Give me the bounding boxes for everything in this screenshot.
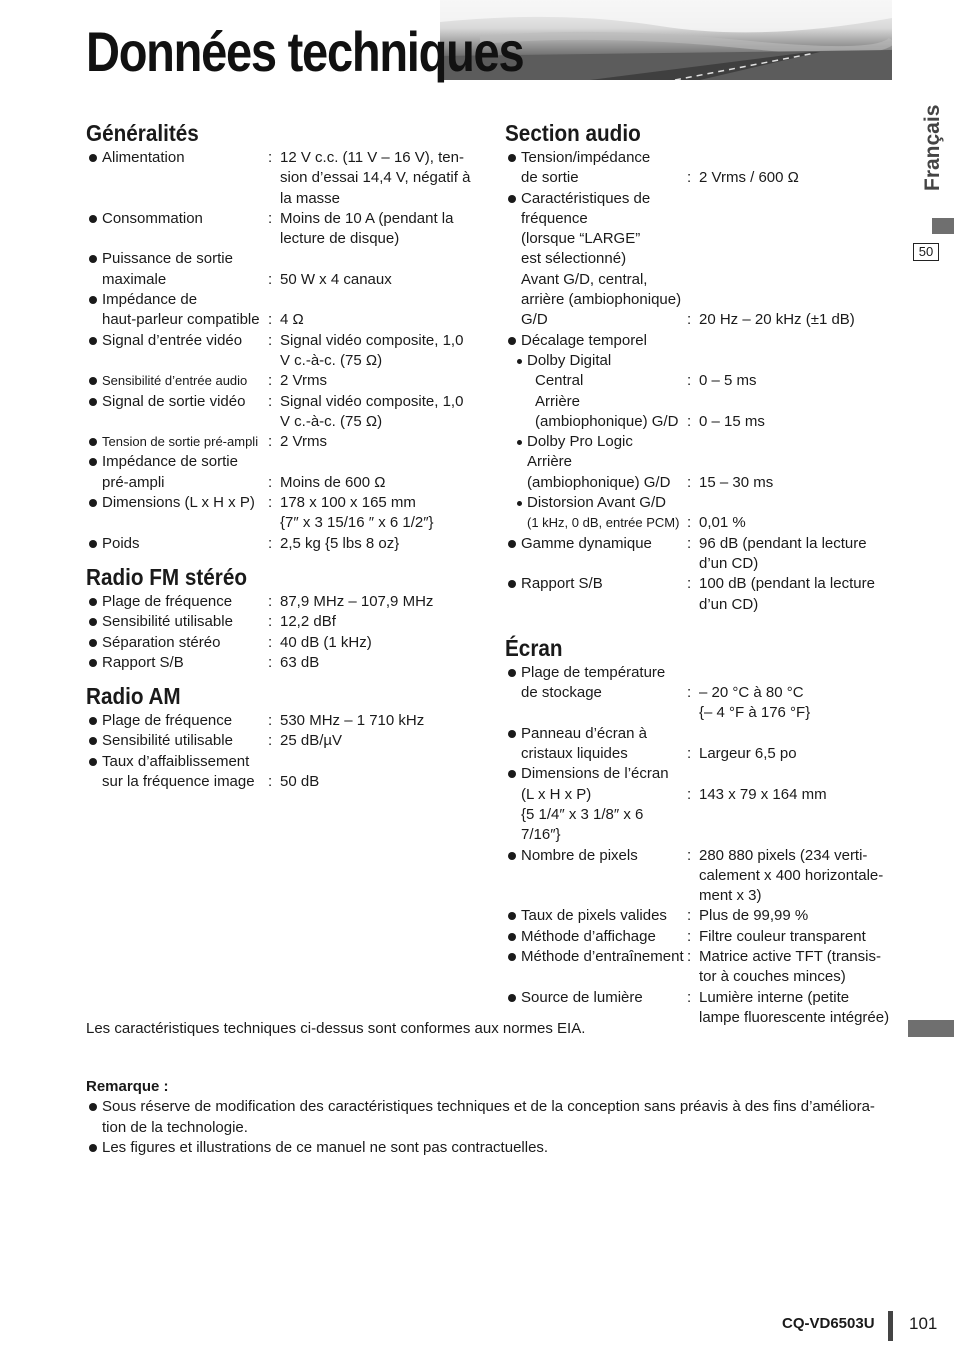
spec-value: Signal vidéo composite, 1,0 V c.-à-c. (75 Ω) (280, 392, 464, 430)
spec-colon: : (268, 270, 273, 288)
spec-label: Caractéristiques de fréquence (lorsque “LARGE” est sélectionné) Avant G/D, central, arrière (ambiophonique) G/D (505, 189, 687, 331)
spec-colon: : (687, 846, 692, 864)
spec-value: 4 Ω (280, 311, 304, 329)
section-title: Écran (505, 634, 563, 661)
spec-label: Alimentation (86, 148, 268, 209)
spec-colon: : (268, 311, 273, 329)
spec-colon: : (687, 311, 692, 329)
spec-row (505, 432, 905, 452)
language-label: Français (921, 104, 944, 191)
spec-value: 2,5 kg {5 lbs 8 oz} (280, 534, 400, 552)
spec-value: 530 MHz – 1 710 kHz (280, 712, 425, 730)
spec-value (699, 493, 905, 513)
spec-value (699, 432, 905, 452)
spec-label: Sensibilité d’entrée audio (86, 371, 268, 391)
spec-label: Central (535, 372, 584, 390)
spec-value: 2 Vrms (280, 433, 327, 451)
spec-value: 20 Hz – 20 kHz (±1 dB) (699, 311, 855, 329)
spec-value: 50 W x 4 canaux (280, 270, 392, 288)
section-title: Radio FM stéréo (86, 563, 248, 590)
spec-row (505, 148, 905, 189)
section-page-box: 50 (913, 243, 939, 261)
spec-label: Dolby Pro Logic (505, 432, 687, 452)
remarque-item: Les figures et illustrations de ce manuel ne sont pas contractuelles. (86, 1138, 886, 1158)
spec-label: Impédance de sortie pré-ampli (86, 452, 268, 493)
spec-row (86, 653, 481, 673)
spec-value: 12 V c.c. (11 V – 16 V), ten- sion d’essai 14,4 V, négatif à la masse (280, 149, 471, 207)
spec-value: Plus de 99,99 % (699, 907, 809, 925)
spec-label: Taux d’affaiblissement sur la fréquence image (86, 752, 268, 793)
spec-row (86, 371, 481, 391)
spec-value: 63 dB (280, 653, 320, 671)
spec-value: 143 x 79 x 164 mm (699, 785, 827, 803)
spec-label: Impédance de haut-parleur compatible (86, 290, 268, 331)
spec-value: – 20 °C à 80 °C {– 4 °F à 176 °F} (699, 684, 811, 722)
spec-colon: : (268, 473, 273, 491)
spec-colon: : (268, 773, 273, 791)
spec-label: Plage de fréquence (86, 711, 268, 731)
spec-row (86, 493, 481, 534)
spec-colon: : (268, 331, 273, 349)
spec-value: 25 dB/µV (280, 732, 343, 750)
spec-colon: : (687, 575, 692, 593)
spec-label: Signal de sortie vidéo (86, 392, 268, 433)
spec-label: Séparation stéréo (86, 633, 268, 653)
spec-row (505, 764, 905, 845)
spec-value: 12,2 dBf (280, 613, 336, 631)
spec-label: Distorsion Avant G/D (505, 493, 687, 513)
spec-value: Signal vidéo composite, 1,0 V c.-à-c. (75 Ω) (280, 331, 464, 369)
spec-colon: : (268, 633, 273, 651)
spec-label: Méthode d’affichage (505, 927, 687, 947)
spec-value: Moins de 10 A (pendant la lecture de disque) (280, 209, 454, 248)
spec-row (86, 752, 481, 793)
spec-value: 178 x 100 x 165 mm {7″ x 3 15/16 ″ x 6 1/2″} (280, 494, 434, 532)
spec-label: Taux de pixels valides (505, 906, 687, 926)
spec-value: 0 – 5 ms (699, 372, 757, 390)
spec-value: 50 dB (280, 773, 320, 791)
right-column (505, 118, 905, 1028)
spec-row (505, 663, 905, 724)
spec-value: Lumière interne (petite lampe fluorescente intégrée) (699, 988, 890, 1026)
section-gap (86, 673, 481, 681)
model-number: CQ-VD6503U (782, 1315, 875, 1332)
spec-label: Signal d’entrée vidéo (86, 331, 268, 372)
spec-colon: : (687, 988, 692, 1006)
spec-colon: : (687, 907, 692, 925)
spec-row (86, 731, 481, 751)
spec-row (505, 452, 905, 493)
spec-colon: : (268, 372, 273, 390)
spec-value: 280 880 pixels (234 verti- calement x 400 horizontale- ment x 3) (699, 846, 884, 905)
spec-colon: : (687, 684, 692, 702)
left-column (86, 118, 481, 792)
spec-row (86, 534, 481, 554)
spec-colon: : (687, 947, 692, 965)
spec-label: Arrière (ambiophonique) G/D (527, 453, 671, 491)
spec-label: (1 kHz, 0 dB, entrée PCM) (527, 515, 680, 531)
spec-value (699, 351, 905, 371)
spec-label: Plage de température de stockage (505, 663, 687, 724)
spec-colon: : (687, 514, 692, 532)
spec-colon: : (268, 494, 273, 512)
spec-colon (687, 351, 699, 371)
spec-value: Matrice active TFT (transis- tor à couches minces) (699, 947, 881, 986)
spec-row (505, 189, 905, 331)
model-divider (888, 1311, 893, 1341)
spec-colon: : (268, 613, 273, 631)
spec-colon: : (268, 732, 273, 750)
spec-value: Moins de 600 Ω (280, 473, 386, 491)
page-title: Données techniques (86, 20, 524, 83)
spec-value: 2 Vrms (280, 372, 327, 390)
spec-label: Tension de sortie pré-ampli (86, 432, 268, 452)
spec-row (505, 351, 905, 371)
spec-colon: : (687, 785, 692, 803)
spec-label: Plage de fréquence (86, 592, 268, 612)
spec-row (505, 513, 905, 533)
spec-row (86, 392, 481, 433)
spec-colon (687, 493, 699, 513)
spec-colon: : (268, 534, 273, 552)
spec-label: Panneau d’écran à cristaux liquides (505, 724, 687, 765)
spec-value: 0 – 15 ms (699, 412, 765, 430)
spec-row (86, 331, 481, 372)
spec-label: Sensibilité utilisable (86, 731, 268, 751)
spec-value: 0,01 % (699, 514, 746, 532)
spec-row (505, 724, 905, 765)
spec-row (505, 534, 905, 575)
spec-row (86, 148, 481, 209)
spec-row (505, 927, 905, 947)
spec-row (86, 452, 481, 493)
spec-value: Filtre couleur transparent (699, 927, 866, 945)
spec-label: Arrière (ambiophonique) G/D (535, 392, 679, 430)
spec-colon (687, 331, 699, 351)
spec-label: Méthode d’entraînement (505, 947, 687, 988)
spec-row (505, 574, 905, 615)
section-title: Généralités (86, 120, 199, 146)
side-marker-bar (908, 1020, 954, 1037)
section-title: Section audio (505, 120, 641, 146)
spec-colon: : (268, 712, 273, 730)
section-gap (86, 554, 481, 562)
spec-label: Gamme dynamique (505, 534, 687, 575)
language-tab-bar (932, 218, 954, 234)
spec-label: Sensibilité utilisable (86, 612, 268, 632)
remarque-block (86, 1077, 886, 1158)
eia-footnote: Les caractéristiques techniques ci-dessus sont conformes aux normes EIA. (86, 1020, 586, 1037)
section-title: Radio AM (86, 683, 181, 710)
spec-colon: : (268, 433, 273, 451)
spec-colon: : (268, 592, 273, 610)
remarque-title: Remarque : (86, 1078, 169, 1095)
spec-label: Puissance de sortie maximale (86, 249, 268, 290)
spec-row (505, 947, 905, 988)
spec-row (505, 493, 905, 513)
spec-row (505, 846, 905, 907)
spec-colon: : (687, 473, 692, 491)
spec-value: 96 dB (pendant la lecture d’un CD) (699, 534, 867, 572)
spec-colon: : (268, 149, 273, 166)
page-number: 101 (909, 1314, 938, 1333)
spec-label: Nombre de pixels (505, 846, 687, 907)
spec-label: Rapport S/B (86, 653, 268, 673)
spec-row (505, 371, 905, 391)
spec-value: Largeur 6,5 po (699, 745, 797, 763)
spec-label: Tension/impédance de sortie (505, 148, 687, 189)
spec-label: Décalage temporel (505, 331, 687, 351)
spec-row (86, 249, 481, 290)
spec-row (505, 392, 905, 433)
spec-colon: : (687, 745, 692, 763)
spec-colon: : (268, 653, 273, 671)
spec-colon: : (687, 534, 692, 552)
spec-row (505, 906, 905, 926)
spec-colon: : (268, 392, 273, 410)
spec-row (86, 633, 481, 653)
spec-label: Rapport S/B (505, 574, 687, 615)
section-gap (505, 615, 905, 633)
spec-value (699, 331, 905, 351)
spec-value: 15 – 30 ms (699, 473, 774, 491)
remarque-item: Sous réserve de modification des caractéristiques techniques et de la conception sans préavis à des fins d’améliora- tion de la technologie. (86, 1097, 886, 1138)
spec-row (86, 209, 481, 250)
spec-colon: : (687, 412, 692, 430)
spec-row (86, 290, 481, 331)
spec-label: Source de lumière (505, 988, 687, 1029)
spec-label: Consommation (86, 209, 268, 250)
spec-colon: : (687, 372, 692, 390)
spec-label: Dolby Digital (505, 351, 687, 371)
spec-label: Dimensions (L x H x P) (86, 493, 268, 534)
spec-colon: : (687, 927, 692, 945)
spec-value: 40 dB (1 kHz) (280, 633, 372, 651)
spec-value: 100 dB (pendant la lecture d’un CD) (699, 575, 875, 613)
spec-colon: : (268, 209, 273, 227)
spec-row (86, 612, 481, 632)
spec-row (86, 711, 481, 731)
spec-label: Poids (86, 534, 268, 554)
spec-value: 2 Vrms / 600 Ω (699, 169, 799, 187)
spec-label: Dimensions de l’écran (L x H x P) {5 1/4″ x 3 1/8″ x 6 7/16″} (505, 764, 687, 845)
spec-row (86, 592, 481, 612)
spec-colon: : (687, 169, 692, 187)
spec-value: 87,9 MHz – 107,9 MHz (280, 592, 434, 610)
spec-colon (687, 432, 699, 452)
spec-row (505, 331, 905, 351)
spec-row (86, 432, 481, 452)
